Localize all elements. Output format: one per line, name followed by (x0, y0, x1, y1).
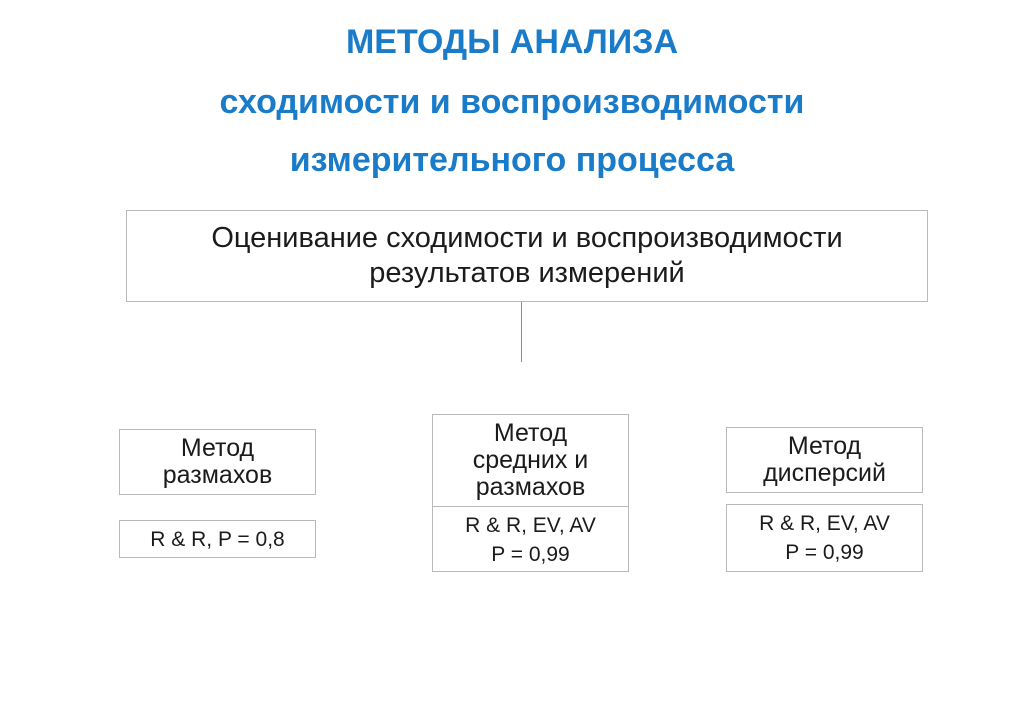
result-node-label-line: R & R, EV, AV (759, 512, 890, 535)
root-node-label-line-1: Оценивание сходимости и воспроизводимости (211, 222, 843, 254)
result-node-label-line: R & R, P = 0,8 (150, 527, 285, 551)
result-node-variances (726, 504, 923, 572)
root-connector-line (521, 302, 522, 362)
result-node-label-line: R & R, EV, AV (465, 514, 596, 537)
method-node-label-line: размахов (475, 473, 586, 501)
method-node-label-line: Метод (493, 419, 568, 447)
result-node-means-ranges (432, 504, 629, 572)
root-node-label-line-2: результатов измерений (369, 257, 685, 289)
result-node-label-line: P = 0,99 (785, 541, 864, 564)
method-node-label-line: средних и (472, 446, 589, 474)
method-node-label-line: размахов (162, 461, 273, 489)
result-node-label-line: P = 0,99 (491, 543, 570, 566)
method-node-means-ranges (432, 414, 629, 507)
result-node-ranges (119, 520, 316, 558)
page-subtitle-line-2: измерительного процесса (289, 141, 735, 179)
page-title: МЕТОДЫ АНАЛИЗА (345, 23, 679, 61)
page-subtitle-line-1: сходимости и воспроизводимости (219, 83, 805, 121)
method-node-variances (726, 427, 923, 493)
method-node-label-line: Метод (787, 432, 862, 460)
method-node-label-line: дисперсий (763, 459, 886, 487)
root-node (126, 210, 928, 302)
method-node-label-line: Метод (180, 434, 255, 462)
method-node-ranges (119, 429, 316, 495)
